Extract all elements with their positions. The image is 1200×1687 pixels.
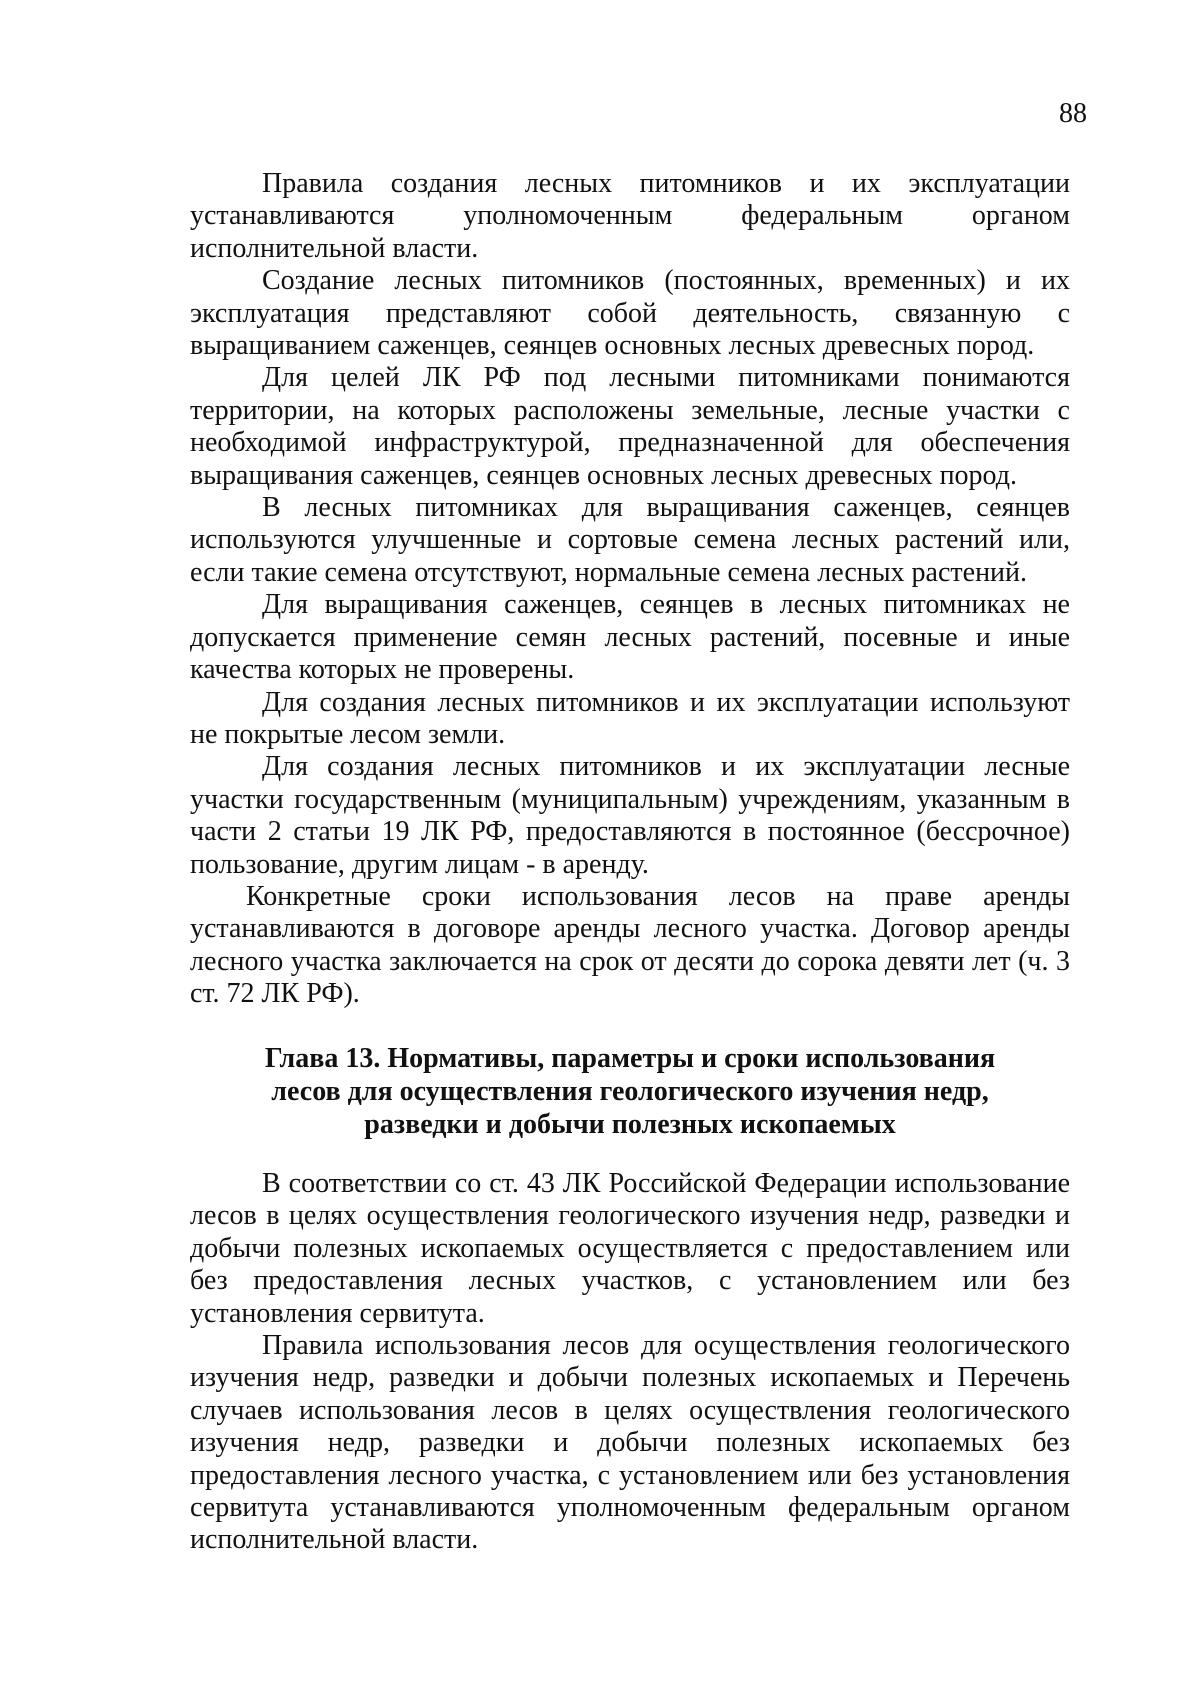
body-text-bottom — [190, 1168, 1070, 1557]
paragraph: Создание лесных питомников (постоянных, временных) и их эксплуатация представляют собой деятельность, связанную с выращиванием саженцев, сеянцев основных лесных древесных пород. — [190, 265, 1070, 362]
paragraph: Конкретные сроки использования лесов на праве аренды устанавливаются в договоре аренды лесного участка. Договор аренды лесного участка заключается на срок от десяти до сорока девяти лет (ч. 3 ст. 72 ЛК РФ). — [190, 880, 1070, 1010]
paragraph: Для целей ЛК РФ под лесными питомниками понимаются территории, на которых расположены земельные, лесные участки с необходимой инфраструктурой, предназначенной для обеспечения выращивания саженцев, сеянцев основных лесных древесных пород. — [190, 362, 1070, 491]
paragraph: В соответствии со ст. 43 ЛК Российской Федерации использование лесов в целях осуществления геологического изучения недр, разведки и добычи полезных ископаемых осуществляется с предоставлением или без предоставления лесных участков, с установлением или без установления сервитута. — [190, 1168, 1070, 1329]
paragraph: Правила создания лесных питомников и их эксплуатации устанавливаются уполномоченным федеральным органом исполнительной власти. — [190, 168, 1070, 264]
paragraph: Правила использования лесов для осуществления геологического изучения недр, разведки и добычи полезных ископаемых и Перечень случаев использования лесов в целях осуществления геологического изучения недр, разведки и добычи полезных ископаемых без предоставления лесного участка, с установлением или без установления сервитута устанавливаются уполномоченным федеральным органом исполнительной власти. — [190, 1330, 1070, 1556]
paragraph: Для создания лесных питомников и их эксплуатации используют не покрытые лесом земли. — [190, 686, 1070, 750]
paragraph: В лесных питомниках для выращивания саженцев, сеянцев используются улучшенные и сортовые семена лесных растений или, если такие семена отсутствуют, нормальные семена лесных растений. — [190, 492, 1070, 588]
body-text-top — [190, 168, 1070, 1011]
chapter-heading — [190, 1042, 1070, 1141]
chapter-heading-line: лесов для осуществления геологического изучения недр, — [271, 1076, 989, 1107]
paragraph: Для выращивания саженцев, сеянцев в лесных питомниках не допускается применение семян лесных растений, посевные и иные качества которых не проверены. — [190, 589, 1070, 686]
page-number: 88 — [1059, 98, 1087, 129]
paragraph: Для создания лесных питомников и их эксплуатации лесные участки государственным (муниципальным) учреждениям, указанным в части 2 статьи 19 ЛК РФ, предоставляются в постоянное (бессрочное) пользование, другим лицам - в аренду. — [190, 751, 1070, 880]
chapter-heading-line: разведки и добычи полезных ископаемых — [364, 1109, 896, 1140]
chapter-heading-line: Глава 13. Нормативы, параметры и сроки использования — [264, 1043, 996, 1074]
